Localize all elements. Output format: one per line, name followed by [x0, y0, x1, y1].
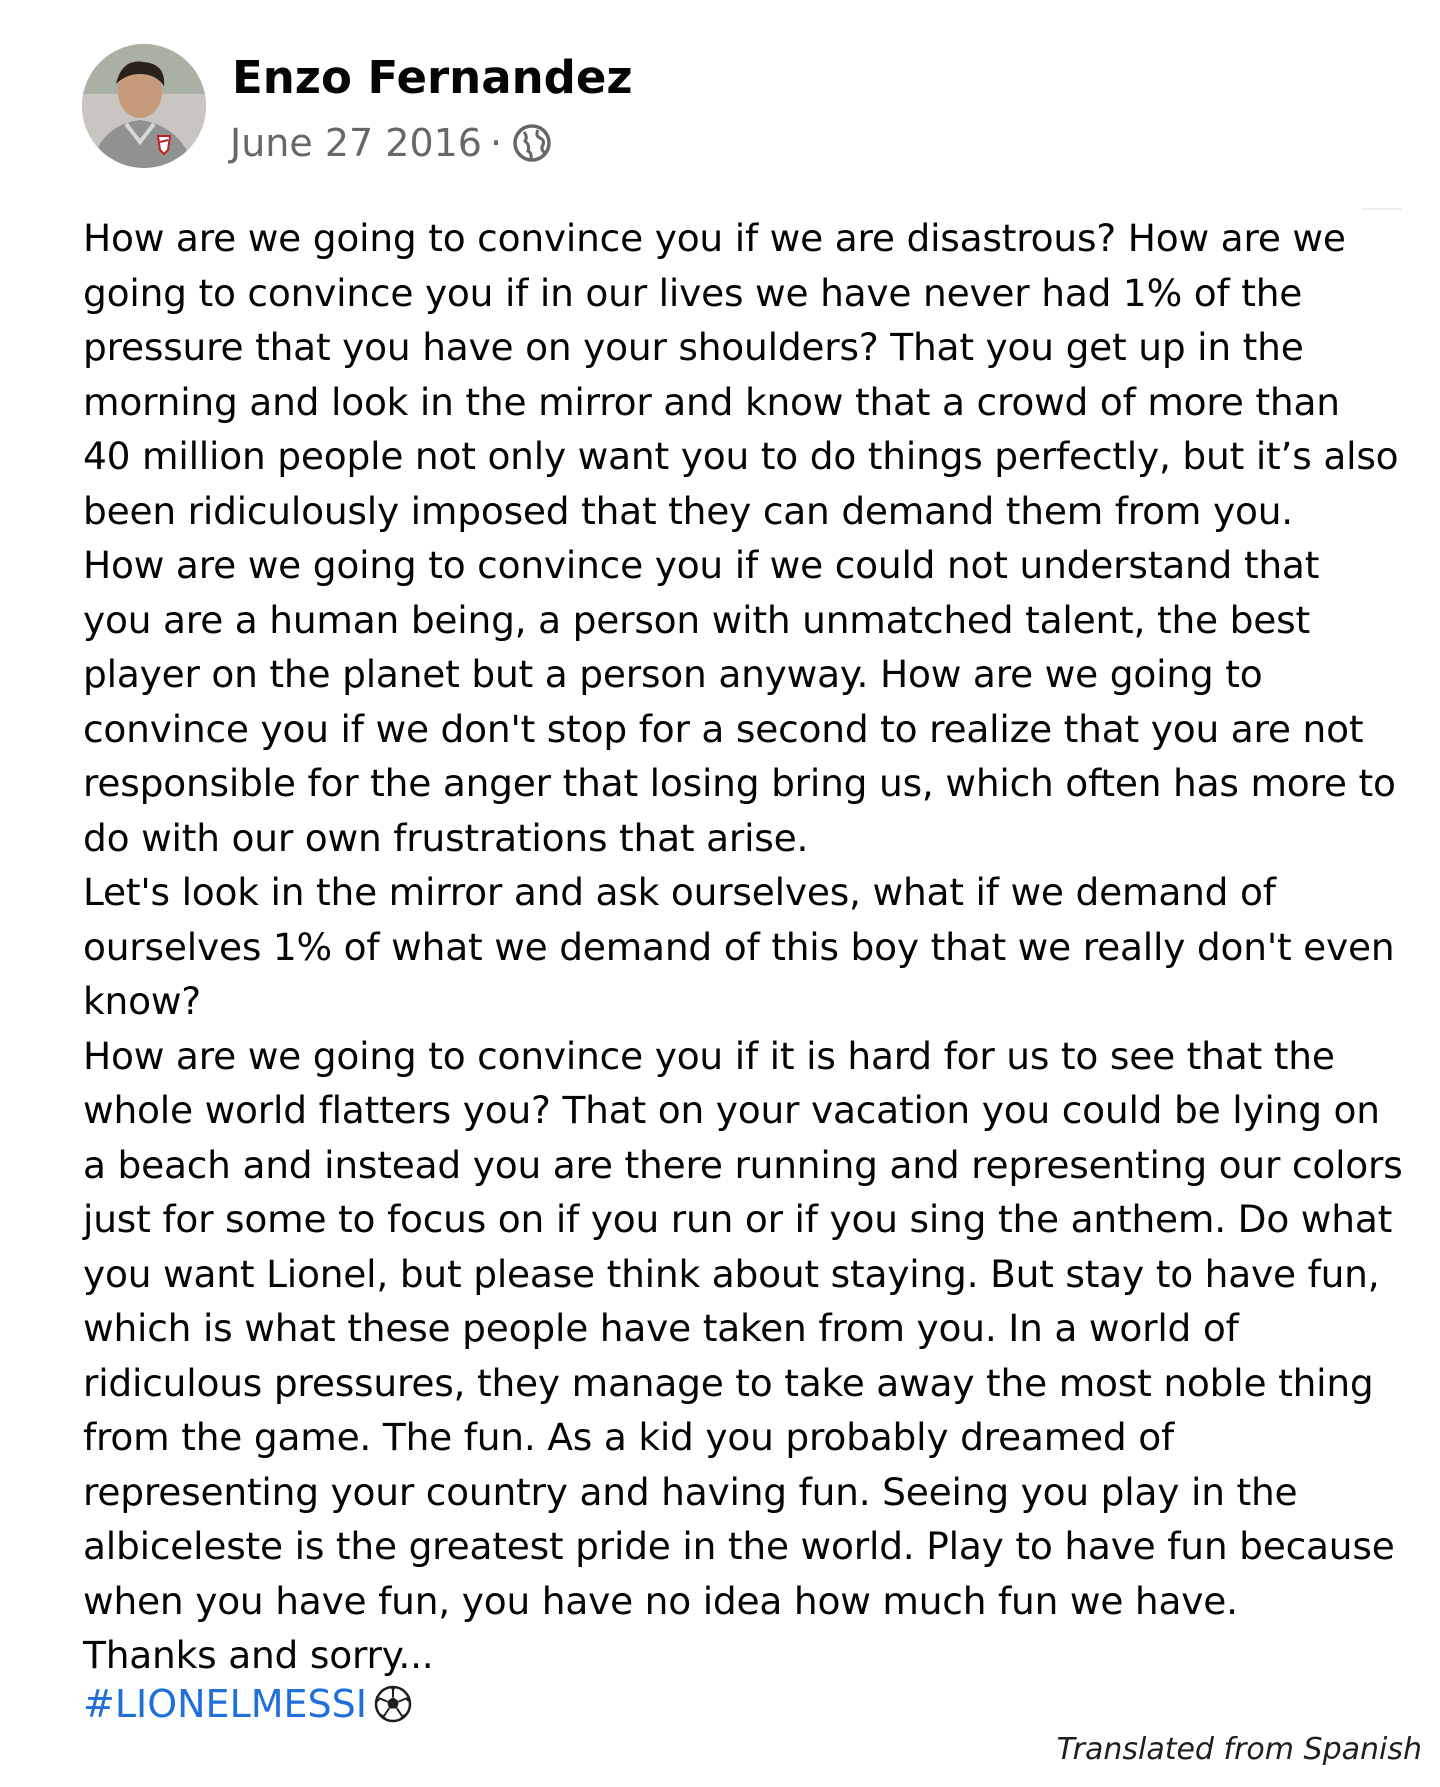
post-line: Let's look in the mirror and ask ourselves, what if we demand of — [83, 870, 1276, 914]
divider — [1362, 208, 1402, 210]
post-line: albiceleste is the greatest pride in the world. Play to have fun because — [83, 1524, 1395, 1568]
hashtag-row — [83, 1676, 413, 1732]
post-line: How are we going to convince you if we could not understand that — [83, 543, 1320, 587]
hashtag-link[interactable]: #LIONELMESSI — [83, 1682, 367, 1726]
post-meta — [230, 117, 552, 169]
soccer-ball-icon — [373, 1684, 413, 1724]
meta-separator: · — [489, 121, 503, 165]
post-line: representing your country and having fun. Seeing you play in the — [83, 1469, 1298, 1514]
post-line: whole world flatters you? That on your vacation you could be lying on — [83, 1088, 1380, 1132]
author-avatar[interactable] — [82, 44, 206, 168]
post-line: ourselves 1% of what we demand of this boy that we really don't even — [83, 924, 1395, 969]
post-line: 40 million people not only want you to do things perfectly, but it’s also — [83, 434, 1399, 478]
post-line: you want Lionel, but please think about staying. But stay to have fun, — [83, 1251, 1380, 1296]
post-line: ridiculous pressures, they manage to take away the most noble thing — [83, 1360, 1374, 1405]
post-body — [83, 211, 1403, 1683]
post-line: convince you if we don't stop for a second to realize that you are not — [83, 706, 1364, 751]
post-line: been ridiculously imposed that they can demand them from you. — [83, 488, 1293, 533]
post-line: player on the planet but a person anyway. How are we going to — [83, 652, 1263, 696]
avatar-photo — [82, 44, 206, 168]
post-line: know? — [83, 979, 202, 1023]
post-line: do with our own frustrations that arise. — [83, 815, 809, 860]
post-line: going to convince you if in our lives we have never had 1% of the — [83, 270, 1303, 315]
post-line: you are a human being, a person with unmatched talent, the best — [83, 597, 1310, 642]
globe-icon[interactable] — [512, 123, 552, 163]
post-line: just for some to focus on if you run or if you sing the anthem. Do what — [83, 1197, 1393, 1241]
post-line: responsible for the anger that losing bring us, which often has more to — [83, 761, 1396, 805]
post-line: which is what these people have taken from you. In a world of — [83, 1306, 1239, 1350]
post-line: from the game. The fun. As a kid you probably dreamed of — [83, 1415, 1174, 1459]
post-line: How are we going to convince you if it is hard for us to see that the — [83, 1033, 1335, 1078]
author-name[interactable]: Enzo Fernandez — [232, 51, 633, 104]
translated-from-label[interactable]: Translated from Spanish — [1056, 1732, 1422, 1767]
post-line: morning and look in the mirror and know that a crowd of more than — [83, 379, 1340, 424]
post-line: when you have fun, you have no idea how much fun we have. — [83, 1578, 1238, 1623]
post-line: How are we going to convince you if we are disastrous? How are we — [83, 216, 1346, 260]
post-line: pressure that you have on your shoulders? That you get up in the — [83, 325, 1304, 369]
post-date[interactable]: June 27 2016 — [230, 121, 482, 165]
post-line: Thanks and sorry... — [83, 1633, 434, 1677]
post-line: a beach and instead you are there running and representing our colors — [83, 1142, 1403, 1187]
